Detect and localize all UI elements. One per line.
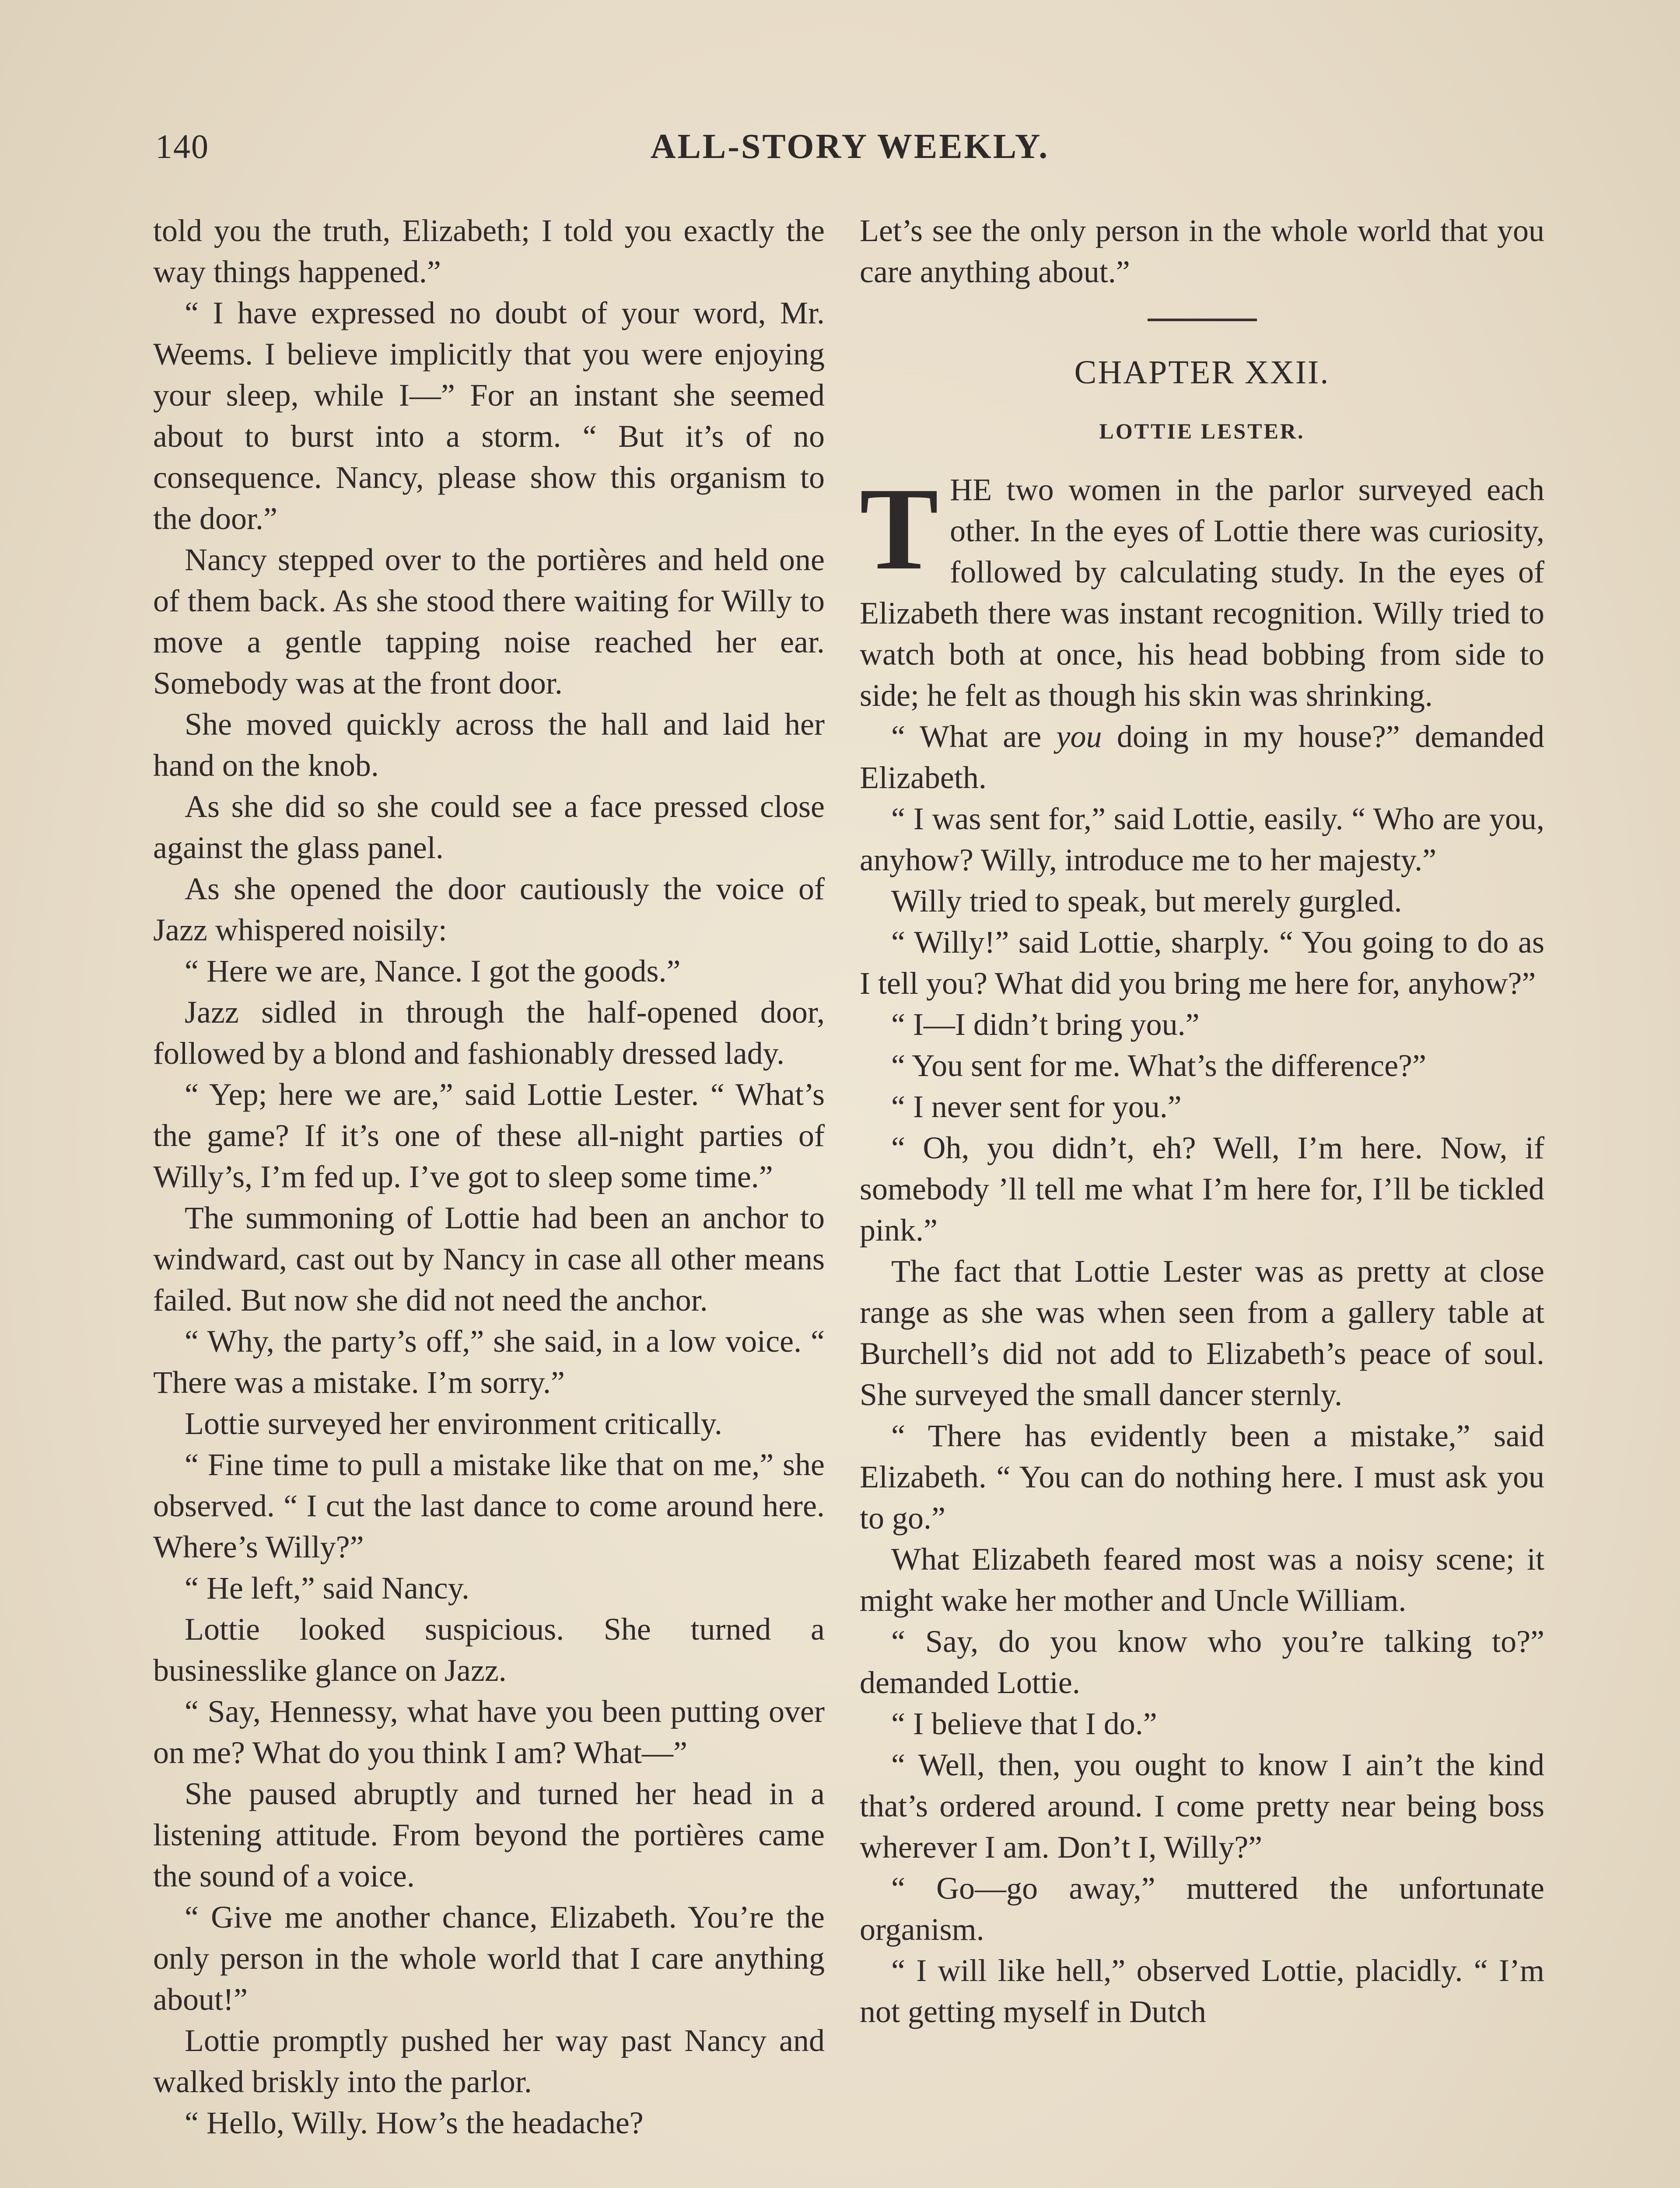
paragraph: “ Give me another chance, Elizabeth. You’re the only person in the whole world that I care anything about!” [153,1900,825,2017]
paragraph: “ Fine time to pull a mistake like that on me,” she observed. “ I cut the last dance to come around here. Where’s Willy?” [153,1447,825,1564]
paragraph: What Elizabeth feared most was a noisy scene; it might wake her mother and Uncle William. [860,1542,1544,1618]
paragraph: “ Yep; here we are,” said Lottie Lester. “ What’s the game? If it’s one of these all-night parties of Willy’s, I’m fed up. I’ve got to sleep some time.” [153,1077,825,1194]
page-number: 140 [155,127,209,165]
paragraph: As she opened the door cautiously the voice of Jazz whispered noisily: [153,871,825,947]
section-divider [1148,319,1257,321]
paragraph: Lottie looked suspicious. She turned a businesslike glance on Jazz. [153,1612,825,1688]
paragraph: The fact that Lottie Lester was as pretty at close range as she was when seen from a gallery table at Burchell’s did not add to Elizabeth’s peace of soul. She surveyed the small dancer sternly. [860,1254,1544,1412]
text-run: “ What are [891,719,1057,754]
drop-cap: T [860,463,939,594]
paragraph: “ I—I didn’t bring you.” [891,1007,1200,1042]
paragraph: Nancy stepped over to the portières and held one of them back. As she stood there waiting for Willy to move a gentle tapping noise reached her ear. Somebody was at the front door. [153,542,825,701]
paragraph [860,716,1544,798]
paragraph: Lottie surveyed her environment critically. [185,1406,722,1441]
paragraph: “ Willy!” said Lottie, sharply. “ You going to do as I tell you? What did you bring me here for, anyhow?” [860,925,1544,1001]
paragraph: She paused abruptly and turned her head in a listening attitude. From beyond the portières came the sound of a voice. [153,1776,825,1893]
paragraph: As she did so she could see a face pressed close against the glass panel. [153,789,825,865]
paragraph: Willy tried to speak, but merely gurgled. [891,884,1402,919]
emphasis: you [1056,719,1102,754]
paragraph: “ He left,” said Nancy. [185,1571,470,1606]
text-run: doing in my house?” demanded Elizabeth. [860,719,1544,795]
chapter-opening-paragraph [860,463,1544,716]
paragraph: “ I will like hell,” observed Lottie, placidly. “ I’m not getting myself in Dutch [860,1953,1544,2029]
paragraph: The summoning of Lottie had been an anchor to windward, cast out by Nancy in case all other means failed. But now she did not need the anchor. [153,1200,825,1318]
paragraph: “ Here we are, Nance. I got the goods.” [185,954,681,989]
paragraph: “ I was sent for,” said Lottie, easily. “ Who are you, anyhow? Willy, introduce me to her majesty.” [860,801,1544,877]
running-title: ALL-STORY WEEKLY. [650,127,1050,166]
paragraph: Jazz sidled in through the half-opened door, followed by a blond and fashionably dressed lady. [153,995,825,1071]
chapter-title: CHAPTER XXII. [1074,354,1330,391]
chapter-subtitle: LOTTIE LESTER. [1099,419,1305,443]
left-column [153,210,825,2143]
paragraph: told you the truth, Elizabeth; I told you exactly the way things happened.” [153,213,825,289]
paragraph: “ I believe that I do.” [891,1706,1157,1741]
paragraph: Let’s see the only person in the whole world that you care anything about.” [860,213,1544,289]
page-header [155,127,1544,184]
paragraph: “ I never sent for you.” [891,1089,1182,1124]
paragraph: “ You sent for me. What’s the difference?” [891,1048,1426,1083]
paragraph: “ I have expressed no doubt of your word, Mr. Weems. I believe implicitly that you were enjoying your sleep, while I—” For an instant she seemed about to burst into a storm. “ But it’s of no consequence. Nancy, please show this organism to the door.” [153,295,825,536]
paragraph: “ Say, do you know who you’re talking to?” demanded Lottie. [860,1624,1544,1700]
paragraph: She moved quickly across the hall and laid her hand on the knob. [153,707,825,783]
opening-text: HE two women in the parlor surveyed each other. In the eyes of Lottie there was curiosity, followed by calculating study. In the eyes of Elizabeth there was instant recognition. Willy tried to watch both at once, his head bobbing from side to side; he felt as though his skin was shrinking. [860,472,1544,713]
paragraph: “ Why, the party’s off,” she said, in a low voice. “ There was a mistake. I’m sorry.” [153,1324,825,1400]
paragraph: “ Go—go away,” muttered the unfortunate organism. [860,1871,1544,1947]
paragraph: Lottie promptly pushed her way past Nancy and walked briskly into the parlor. [153,2023,825,2099]
paragraph: “ Say, Hennessy, what have you been putting over on me? What do you think I am? What—” [153,1694,825,1770]
paragraph: “ Oh, you didn’t, eh? Well, I’m here. Now, if somebody ’ll tell me what I’m here for, I’ll be tickled pink.” [860,1130,1544,1248]
paragraph: “ There has evidently been a mistake,” said Elizabeth. “ You can do nothing here. I must ask you to go.” [860,1418,1544,1536]
right-column [860,210,1544,2032]
paragraph: “ Hello, Willy. How’s the headache? [185,2105,644,2140]
paragraph: “ Well, then, you ought to know I ain’t the kind that’s ordered around. I come pretty near being boss wherever I am. Don’t I, Willy?” [860,1747,1544,1865]
